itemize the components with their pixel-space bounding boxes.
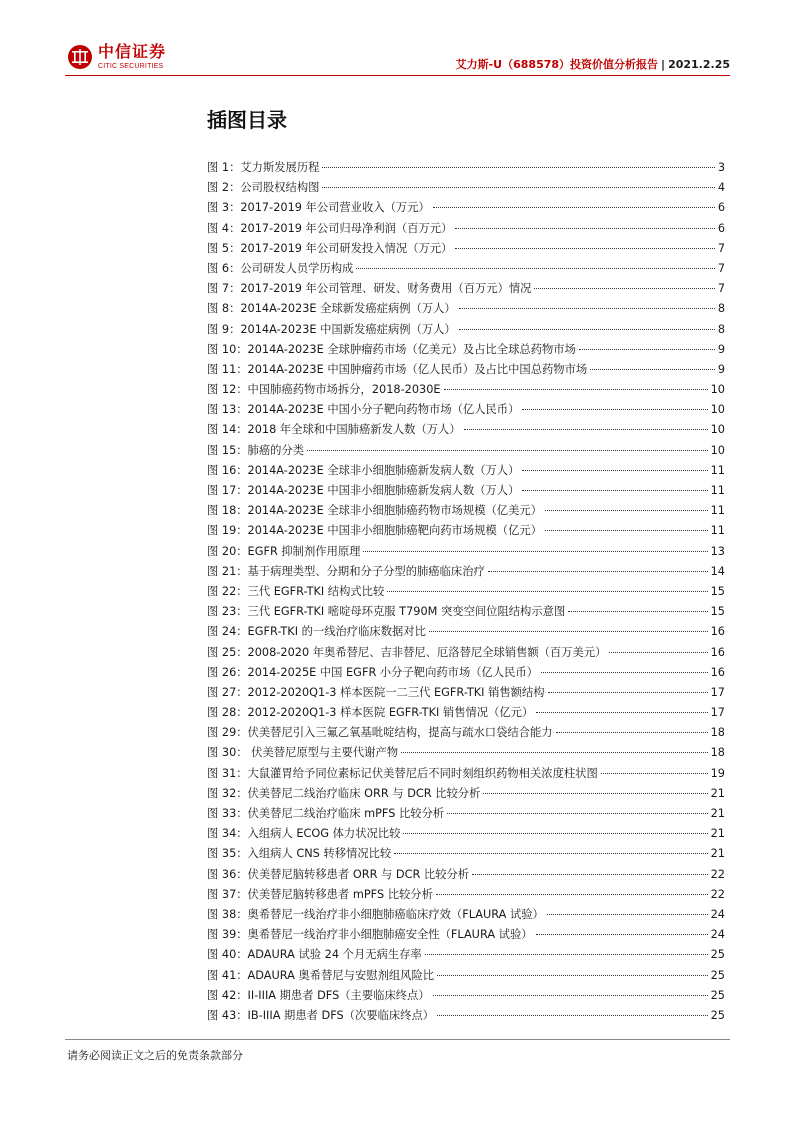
toc-dot-leader bbox=[541, 672, 708, 673]
toc-entry[interactable] bbox=[207, 462, 725, 482]
toc-dot-leader bbox=[534, 288, 714, 289]
toc-dot-leader bbox=[536, 934, 708, 935]
toc-entry-title: 图 43：IB-IIIA 期患者 DFS（次要临床终点） bbox=[207, 1008, 435, 1022]
toc-entry[interactable] bbox=[207, 603, 725, 623]
toc-dot-leader bbox=[437, 975, 708, 976]
toc-entry-title: 图 3：2017-2019 年公司营业收入（万元） bbox=[207, 201, 430, 215]
toc-entry[interactable] bbox=[207, 906, 725, 926]
toc-entry-page: 8 bbox=[717, 322, 725, 336]
toc-entry[interactable] bbox=[207, 724, 725, 744]
toc-entry-page: 25 bbox=[710, 968, 725, 982]
toc-dot-leader bbox=[356, 268, 714, 269]
toc-entry-title: 图 33：伏美替尼二线治疗临床 mPFS 比较分析 bbox=[207, 807, 445, 820]
toc-dot-leader bbox=[455, 248, 714, 249]
toc-entry-title: 图 10：2014A-2023E 全球肿瘤药市场（亿美元）及占比全球总药物市场 bbox=[207, 342, 576, 356]
toc-entry-title: 图 23：三代 EGFR-TKI 嘧啶母环克服 T790M 突变空间位阻结构示意图 bbox=[207, 605, 566, 619]
toc-entry-title: 图 16：2014A-2023E 全球非小细胞肺癌新发病人数（万人） bbox=[207, 463, 520, 477]
toc-entry[interactable] bbox=[207, 623, 725, 643]
citic-logo-icon bbox=[67, 44, 93, 70]
toc-dot-leader bbox=[536, 712, 707, 713]
toc-entry-title: 图 25：2008-2020 年奥希替尼、吉非替尼、厄洛替尼全球销售额（百万美元） bbox=[207, 645, 607, 659]
toc-entry-title: 图 27：2012-2020Q1-3 样本医院一二三代 EGFR-TKI 销售额结构 bbox=[207, 685, 545, 699]
toc-dot-leader bbox=[437, 1015, 708, 1016]
toc-entry-page: 9 bbox=[717, 342, 725, 356]
toc-entry[interactable] bbox=[207, 785, 725, 805]
toc-entry-page: 10 bbox=[710, 423, 725, 437]
toc-entry-page: 21 bbox=[710, 807, 725, 820]
toc-entry-title: 图 1：艾力斯发展历程 bbox=[207, 161, 320, 174]
toc-dot-leader bbox=[568, 611, 707, 612]
toc-entry-title: 图 22：三代 EGFR-TKI 结构式比较 bbox=[207, 584, 385, 598]
toc-entry[interactable] bbox=[207, 159, 725, 179]
toc-entry-page: 4 bbox=[717, 181, 725, 195]
toc-entry[interactable] bbox=[207, 502, 725, 522]
toc-entry-title: 图 8：2014A-2023E 全球新发癌症病例（万人） bbox=[207, 302, 456, 316]
toc-dot-leader bbox=[472, 874, 708, 875]
toc-entry-title: 图 31：大鼠灌胃给予同位素标记伏美替尼后不同时刻组织药物相关浓度柱状图 bbox=[207, 766, 598, 780]
toc-entry-title: 图 19：2014A-2023E 中国非小细胞肺癌靶向药市场规模（亿元） bbox=[207, 524, 542, 538]
toc-entry-title: 图 6：公司研发人员学历构成 bbox=[207, 261, 354, 275]
toc-entry-title: 图 37：伏美替尼脑转移患者 mPFS 比较分析 bbox=[207, 887, 433, 901]
toc-entry-page: 16 bbox=[710, 625, 725, 639]
toc-entry-page: 11 bbox=[710, 524, 725, 538]
footer-divider bbox=[65, 1039, 730, 1040]
toc-entry[interactable] bbox=[207, 886, 725, 906]
toc-entry-page: 25 bbox=[710, 988, 725, 1002]
toc-entry-title: 图 2：公司股权结构图 bbox=[207, 181, 320, 195]
toc-entry[interactable] bbox=[207, 442, 725, 462]
toc-dot-leader bbox=[483, 793, 707, 794]
toc-entry[interactable] bbox=[207, 381, 725, 401]
toc-entry-page: 6 bbox=[717, 201, 725, 215]
toc-dot-leader bbox=[601, 773, 708, 774]
toc-entry[interactable] bbox=[207, 522, 725, 542]
brand-logo bbox=[67, 44, 166, 70]
header-divider bbox=[65, 75, 730, 76]
toc-dot-leader bbox=[429, 631, 708, 632]
toc-entry-page: 16 bbox=[710, 665, 725, 679]
toc-entry[interactable] bbox=[207, 482, 725, 502]
toc-entry[interactable] bbox=[207, 220, 725, 240]
toc-dot-leader bbox=[522, 470, 707, 471]
brand-name-cn: 中信证券 bbox=[98, 42, 167, 61]
toc-entry[interactable] bbox=[207, 199, 725, 219]
toc-dot-leader bbox=[455, 228, 714, 229]
toc-entry-title: 图 34：入组病人 ECOG 体力状况比较 bbox=[207, 827, 401, 841]
toc-entry-page: 13 bbox=[710, 544, 725, 558]
toc-entry[interactable] bbox=[207, 361, 725, 381]
toc-entry-page: 24 bbox=[710, 907, 725, 921]
toc-entry[interactable] bbox=[207, 401, 725, 421]
toc-entry[interactable] bbox=[207, 300, 725, 320]
toc-dot-leader bbox=[464, 429, 708, 430]
toc-entry-title: 图 26：2014-2025E 中国 EGFR 小分子靶向药市场（亿人民币） bbox=[207, 665, 539, 679]
toc-entry-page: 21 bbox=[710, 827, 725, 841]
toc-entry-page: 19 bbox=[710, 766, 725, 780]
toc-entry[interactable] bbox=[207, 240, 725, 260]
toc-dot-leader bbox=[545, 510, 708, 511]
toc-entry[interactable] bbox=[207, 805, 725, 825]
toc-entry-title: 图 20：EGFR 抑制剂作用原理 bbox=[207, 544, 361, 558]
toc-entry-title: 图 4：2017-2019 年公司归母净利润（百万元） bbox=[207, 221, 453, 235]
toc-entry[interactable] bbox=[207, 765, 725, 785]
toc-entry-page: 14 bbox=[710, 564, 725, 578]
toc-entry-page: 21 bbox=[710, 847, 725, 861]
figure-index-list bbox=[207, 159, 725, 1027]
toc-entry-page: 10 bbox=[710, 443, 725, 457]
header-separator: | bbox=[661, 58, 666, 71]
toc-entry[interactable] bbox=[207, 845, 725, 865]
toc-entry-title: 图 36：伏美替尼脑转移患者 ORR 与 DCR 比较分析 bbox=[207, 867, 470, 881]
toc-entry-page: 7 bbox=[717, 282, 725, 296]
toc-dot-leader bbox=[556, 732, 708, 733]
toc-dot-leader bbox=[609, 652, 707, 653]
toc-entry-page: 11 bbox=[710, 504, 725, 518]
toc-entry-title: 图 40：ADAURA 试验 24 个月无病生存率 bbox=[207, 948, 422, 962]
toc-entry[interactable] bbox=[207, 280, 725, 300]
toc-dot-leader bbox=[307, 450, 708, 451]
toc-entry[interactable] bbox=[207, 664, 725, 684]
toc-entry-title: 图 11：2014A-2023E 中国肿瘤药市场（亿人民币）及占比中国总药物市场 bbox=[207, 362, 588, 376]
toc-dot-leader bbox=[447, 813, 707, 814]
toc-entry-page: 7 bbox=[717, 241, 725, 255]
toc-entry[interactable] bbox=[207, 866, 725, 886]
toc-entry[interactable] bbox=[207, 1007, 725, 1027]
toc-dot-leader bbox=[545, 530, 708, 531]
toc-dot-leader bbox=[488, 571, 708, 572]
toc-entry-page: 7 bbox=[717, 261, 725, 275]
toc-entry[interactable] bbox=[207, 926, 725, 946]
toc-entry-title: 图 18：2014A-2023E 全球非小细胞肺癌药物市场规模（亿美元） bbox=[207, 504, 542, 518]
toc-dot-leader bbox=[436, 894, 708, 895]
toc-entry-page: 16 bbox=[710, 645, 725, 659]
toc-dot-leader bbox=[459, 329, 715, 330]
toc-entry-title: 图 14：2018 年全球和中国肺癌新发人数（万人） bbox=[207, 423, 461, 437]
toc-entry[interactable] bbox=[207, 179, 725, 199]
toc-entry[interactable] bbox=[207, 583, 725, 603]
toc-entry-page: 17 bbox=[710, 706, 725, 720]
toc-entry-title: 图 42：II-IIIA 期患者 DFS（主要临床终点） bbox=[207, 988, 430, 1002]
toc-entry-title: 图 35：入组病人 CNS 转移情况比较 bbox=[207, 847, 392, 861]
toc-entry[interactable] bbox=[207, 825, 725, 845]
toc-entry-title: 图 21：基于病理类型、分期和分子分型的肺癌临床治疗 bbox=[207, 564, 485, 578]
toc-dot-leader bbox=[401, 752, 708, 753]
toc-entry-page: 8 bbox=[717, 302, 725, 316]
toc-entry-page: 15 bbox=[710, 584, 725, 598]
toc-entry[interactable] bbox=[207, 543, 725, 563]
toc-entry[interactable] bbox=[207, 987, 725, 1007]
toc-dot-leader bbox=[522, 490, 707, 491]
toc-entry-page: 15 bbox=[710, 605, 725, 619]
toc-entry[interactable] bbox=[207, 744, 725, 764]
toc-dot-leader bbox=[590, 369, 715, 370]
toc-entry[interactable] bbox=[207, 684, 725, 704]
toc-entry-page: 18 bbox=[710, 746, 725, 760]
toc-entry-title: 图 9：2014A-2023E 中国新发癌症病例（万人） bbox=[207, 322, 456, 336]
toc-entry[interactable] bbox=[207, 967, 725, 987]
toc-entry-page: 22 bbox=[710, 867, 725, 881]
toc-entry-page: 11 bbox=[710, 484, 725, 497]
toc-entry-page: 6 bbox=[717, 221, 725, 235]
toc-entry-title: 图 39：奥希替尼一线治疗非小细胞肺癌安全性（FLAURA 试验） bbox=[207, 928, 533, 942]
toc-entry[interactable] bbox=[207, 321, 725, 341]
toc-entry-page: 25 bbox=[710, 1008, 725, 1022]
toc-entry-title: 图 5：2017-2019 年公司研发投入情况（万元） bbox=[207, 241, 453, 255]
toc-entry[interactable] bbox=[207, 946, 725, 966]
toc-dot-leader bbox=[322, 187, 714, 188]
toc-entry-page: 24 bbox=[710, 928, 725, 942]
page-title: 插图目录 bbox=[207, 108, 287, 132]
toc-dot-leader bbox=[403, 833, 707, 834]
toc-dot-leader bbox=[459, 308, 715, 309]
toc-entry-page: 3 bbox=[717, 161, 725, 174]
toc-entry-title: 图 30： 伏美替尼原型与主要代谢产物 bbox=[207, 746, 399, 760]
toc-entry-page: 25 bbox=[710, 948, 725, 962]
toc-entry-title: 图 29：伏美替尼引入三氟乙氧基吡啶结构，提高与疏水口袋结合能力 bbox=[207, 726, 553, 740]
toc-entry[interactable] bbox=[207, 421, 725, 441]
toc-entry[interactable] bbox=[207, 341, 725, 361]
toc-entry-title: 图 24：EGFR-TKI 的一线治疗临床数据对比 bbox=[207, 625, 426, 639]
toc-entry[interactable] bbox=[207, 260, 725, 280]
toc-dot-leader bbox=[322, 167, 714, 168]
report-header bbox=[456, 56, 730, 72]
toc-entry-title: 图 17：2014A-2023E 中国非小细胞肺癌新发病人数（万人） bbox=[207, 484, 520, 497]
toc-dot-leader bbox=[444, 389, 708, 390]
toc-entry-page: 21 bbox=[710, 786, 725, 800]
toc-entry-page: 22 bbox=[710, 887, 725, 901]
toc-entry-title: 图 28：2012-2020Q1-3 样本医院 EGFR-TKI 销售情况（亿元） bbox=[207, 706, 534, 720]
toc-entry-title: 图 12：中国肺癌药物市场拆分，2018-2030E bbox=[207, 383, 441, 397]
toc-dot-leader bbox=[433, 995, 708, 996]
toc-entry-title: 图 7：2017-2019 年公司管理、研发、财务费用（百万元）情况 bbox=[207, 282, 532, 296]
report-date: 2021.2.25 bbox=[668, 58, 730, 71]
toc-entry[interactable] bbox=[207, 704, 725, 724]
toc-dot-leader bbox=[425, 954, 708, 955]
toc-dot-leader bbox=[433, 207, 715, 208]
toc-dot-leader bbox=[579, 349, 715, 350]
toc-entry-page: 10 bbox=[710, 383, 725, 397]
toc-dot-leader bbox=[394, 853, 707, 854]
toc-entry[interactable] bbox=[207, 563, 725, 583]
toc-entry-title: 图 32：伏美替尼二线治疗临床 ORR 与 DCR 比较分析 bbox=[207, 786, 481, 800]
toc-entry-title: 图 13：2014A-2023E 中国小分子靶向药物市场（亿人民币） bbox=[207, 403, 520, 417]
disclaimer-note: 请务必阅读正文之后的免责条款部分 bbox=[67, 1049, 243, 1062]
toc-entry-page: 18 bbox=[710, 726, 725, 740]
toc-entry-page: 10 bbox=[710, 403, 725, 417]
toc-entry[interactable] bbox=[207, 644, 725, 664]
toc-dot-leader bbox=[363, 551, 707, 552]
toc-entry-page: 11 bbox=[710, 463, 725, 477]
toc-dot-leader bbox=[548, 692, 708, 693]
toc-dot-leader bbox=[547, 914, 708, 915]
toc-dot-leader bbox=[522, 409, 707, 410]
brand-name-en: CITIC SECURITIES bbox=[98, 63, 164, 70]
report-title: 艾力斯-U（688578）投资价值分析报告 bbox=[455, 58, 659, 71]
toc-entry-page: 17 bbox=[710, 685, 725, 699]
toc-entry-title: 图 38：奥希替尼一线治疗非小细胞肺癌临床疗效（FLAURA 试验） bbox=[207, 907, 544, 921]
toc-entry-page: 9 bbox=[717, 362, 725, 376]
toc-dot-leader bbox=[387, 591, 707, 592]
toc-entry-title: 图 41：ADAURA 奥希替尼与安慰剂组风险比 bbox=[207, 968, 435, 982]
toc-entry-title: 图 15：肺癌的分类 bbox=[207, 443, 305, 457]
